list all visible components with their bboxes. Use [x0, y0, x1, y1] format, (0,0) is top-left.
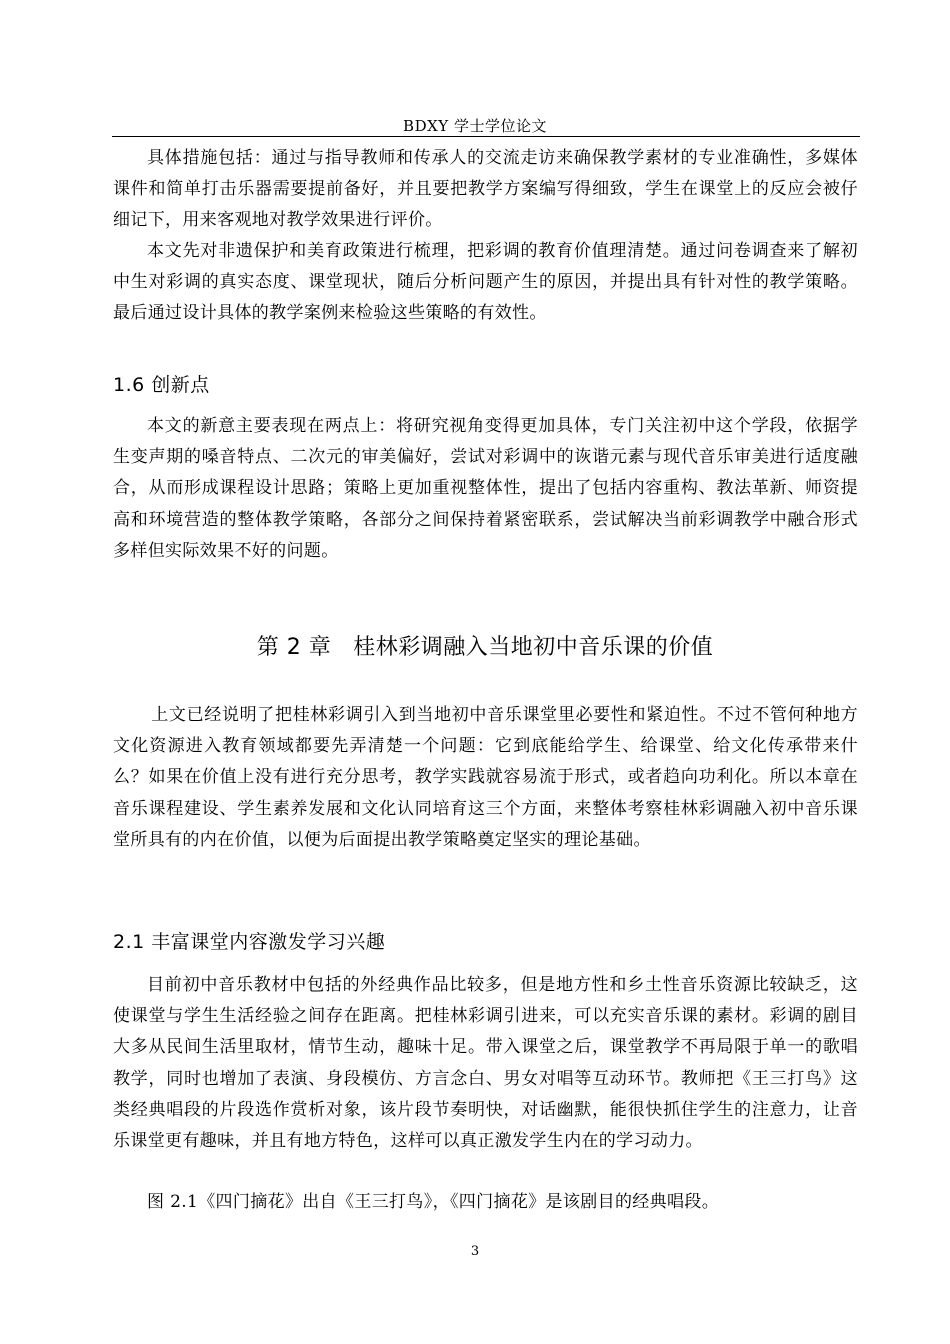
section-heading-1-6: 1.6 创新点: [113, 374, 210, 396]
header-rule: [112, 136, 860, 137]
chapter-title: 桂林彩调融入当地初中音乐课的价值: [353, 635, 714, 660]
paragraph-figure-caption: 图 2.1《四门摘花》出自《王三打鸟》，《四门摘花》是该剧目的经典唱段。: [147, 1192, 720, 1212]
running-header: BDXY 学士学位论文: [403, 117, 547, 135]
page-number: 3: [470, 1244, 480, 1259]
paragraph-chapter-intro: 上文已经说明了把桂林彩调引入到当地初中音乐课堂里必要性和紧迫性。不过不管何种地方文化资源进入教育领域都要先弄清楚一个问题：它到底能给学生、给课堂、给文化传承带来什么？如果在价值上没有进行充分思考，教学实践就容易流于形式，或者趋向功利化。所以本章在音乐课程建设、学生素养发展和文化认同培育这三个方面，来整体考察桂林彩调融入初中音乐课堂所具有的内在价值，以便为后面提出教学策略奠定坚实的理论基础。: [113, 705, 858, 850]
chapter-number: 第 2 章: [256, 635, 332, 660]
paragraph-outline: 本文先对非遗保护和美育政策进行梳理，把彩调的教育价值理清楚。通过问卷调查来了解初中生对彩调的真实态度、课堂现状，随后分析问题产生的原因，并提出具有针对性的教学策略。最后通过设计具体的教学案例来检验这些策略的有效性。: [113, 241, 858, 324]
paragraph-measures: 具体措施包括：通过与指导教师和传承人的交流走访来确保教学素材的专业准确性，多媒体课件和简单打击乐器需要提前备好，并且要把教学方案编写得细致，学生在课堂上的反应会被仔细记下，用来客观地对教学效果进行评价。: [113, 148, 858, 231]
paragraph-innovation: 本文的新意主要表现在两点上：将研究视角变得更加具体，专门关注初中这个学段，依据学生变声期的嗓音特点、二次元的审美偏好，尝试对彩调中的诙谐元素与现代音乐审美进行适度融合，从而形成课程设计思路；策略上更加重视整体性，提出了包括内容重构、教法革新、师资提高和环境营造的整体教学策略，各部分之间保持着紧密联系，尝试解决当前彩调教学中融合形式多样但实际效果不好的问题。: [113, 416, 858, 561]
paragraph-enrich-content: 目前初中音乐教材中包括的外经典作品比较多，但是地方性和乡土性音乐资源比较缺乏，这使课堂与学生生活经验之间存在距离。把桂林彩调引进来，可以充实音乐课的素材。彩调的剧目大多从民间生活里取材，情节生动，趣味十足。带入课堂之后，课堂教学不再局限于单一的歌唱教学，同时也增加了表演、身段模仿、方言念白、男女对唱等互动环节。教师把《王三打鸟》这类经典唱段的片段选作赏析对象，该片段节奏明快，对话幽默，能很快抓住学生的注意力，让音乐课堂更有趣味，并且有地方特色，这样可以真正激发学生内在的学习动力。: [113, 975, 858, 1152]
section-heading-2-1: 2.1 丰富课堂内容激发学习兴趣: [113, 931, 386, 953]
chapter-heading: [0, 634, 950, 662]
